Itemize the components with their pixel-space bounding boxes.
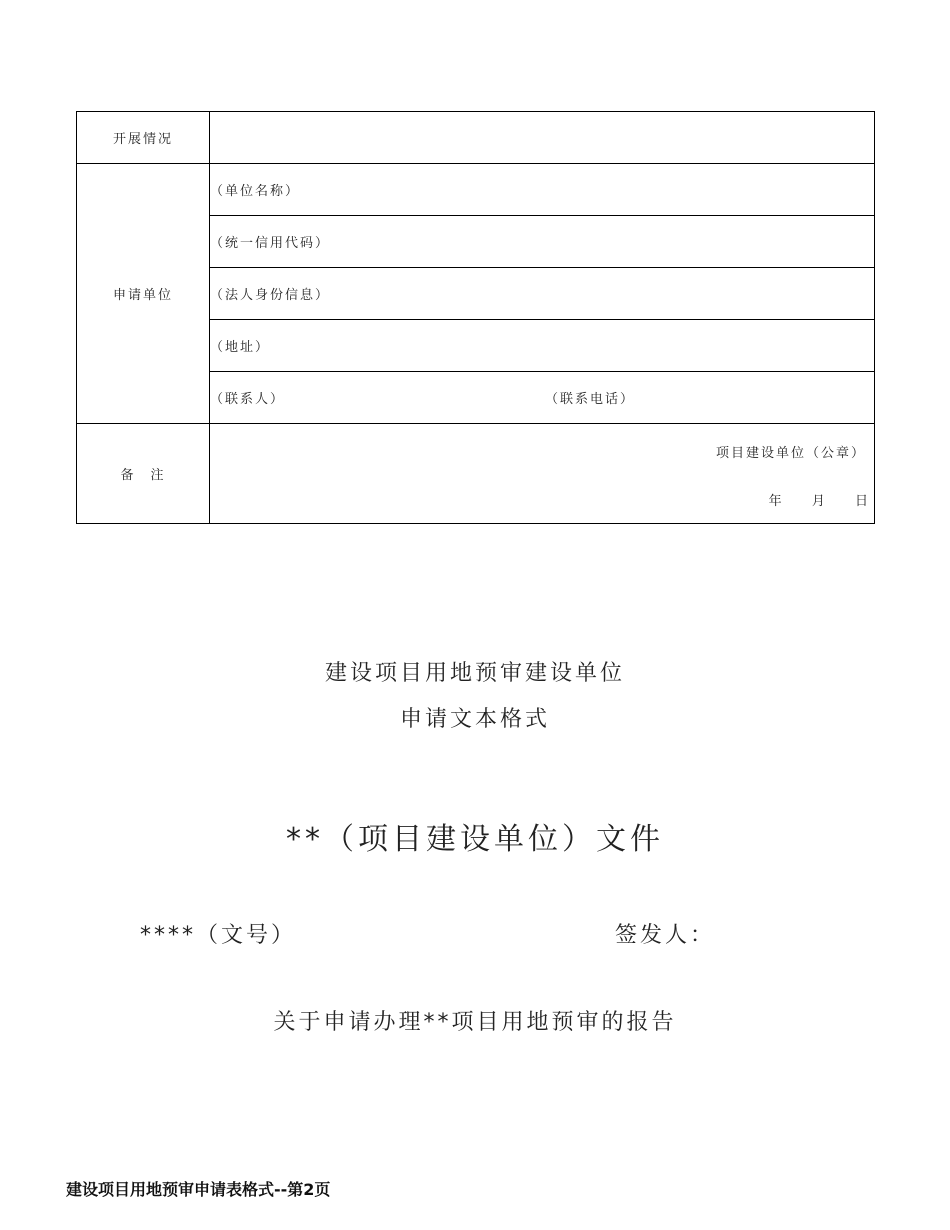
contact-cell[interactable] xyxy=(210,372,875,424)
contact-phone-field[interactable]: （联系电话） xyxy=(545,392,636,407)
document-title: **（项目建设单位）文件 xyxy=(286,822,664,857)
unit-name-row xyxy=(77,164,875,216)
remarks-label: 备 注 xyxy=(77,424,210,524)
legal-person-field[interactable]: （法人身份信息） xyxy=(210,268,875,320)
date-day: 日 xyxy=(854,494,870,509)
page-footer: 建设项目用地预审申请表格式--第2页 xyxy=(66,1180,331,1199)
document-number: ****（文号） xyxy=(140,923,297,948)
date-year: 年 xyxy=(768,494,784,509)
contact-person-field[interactable]: （联系人） xyxy=(210,392,286,407)
progress-row xyxy=(77,112,875,164)
date-line xyxy=(747,490,870,509)
seal-text: 项目建设单位（公章） xyxy=(715,446,866,461)
unit-name-field[interactable]: （单位名称） xyxy=(210,164,875,216)
section-heading-line1: 建设项目用地预审建设单位 xyxy=(324,661,625,686)
remarks-row xyxy=(77,424,875,524)
date-month: 月 xyxy=(811,494,827,509)
application-form-table xyxy=(76,111,875,524)
remarks-field[interactable] xyxy=(210,424,875,524)
address-field[interactable]: （地址） xyxy=(210,320,875,372)
progress-field[interactable] xyxy=(210,112,875,164)
progress-label: 开展情况 xyxy=(77,112,210,164)
applicant-label: 申请单位 xyxy=(77,164,210,424)
section-heading-line2: 申请文本格式 xyxy=(399,707,550,732)
report-title: 关于申请办理**项目用地预审的报告 xyxy=(273,1010,677,1035)
credit-code-field[interactable]: （统一信用代码） xyxy=(210,216,875,268)
signer-label: 签发人： xyxy=(615,923,716,948)
